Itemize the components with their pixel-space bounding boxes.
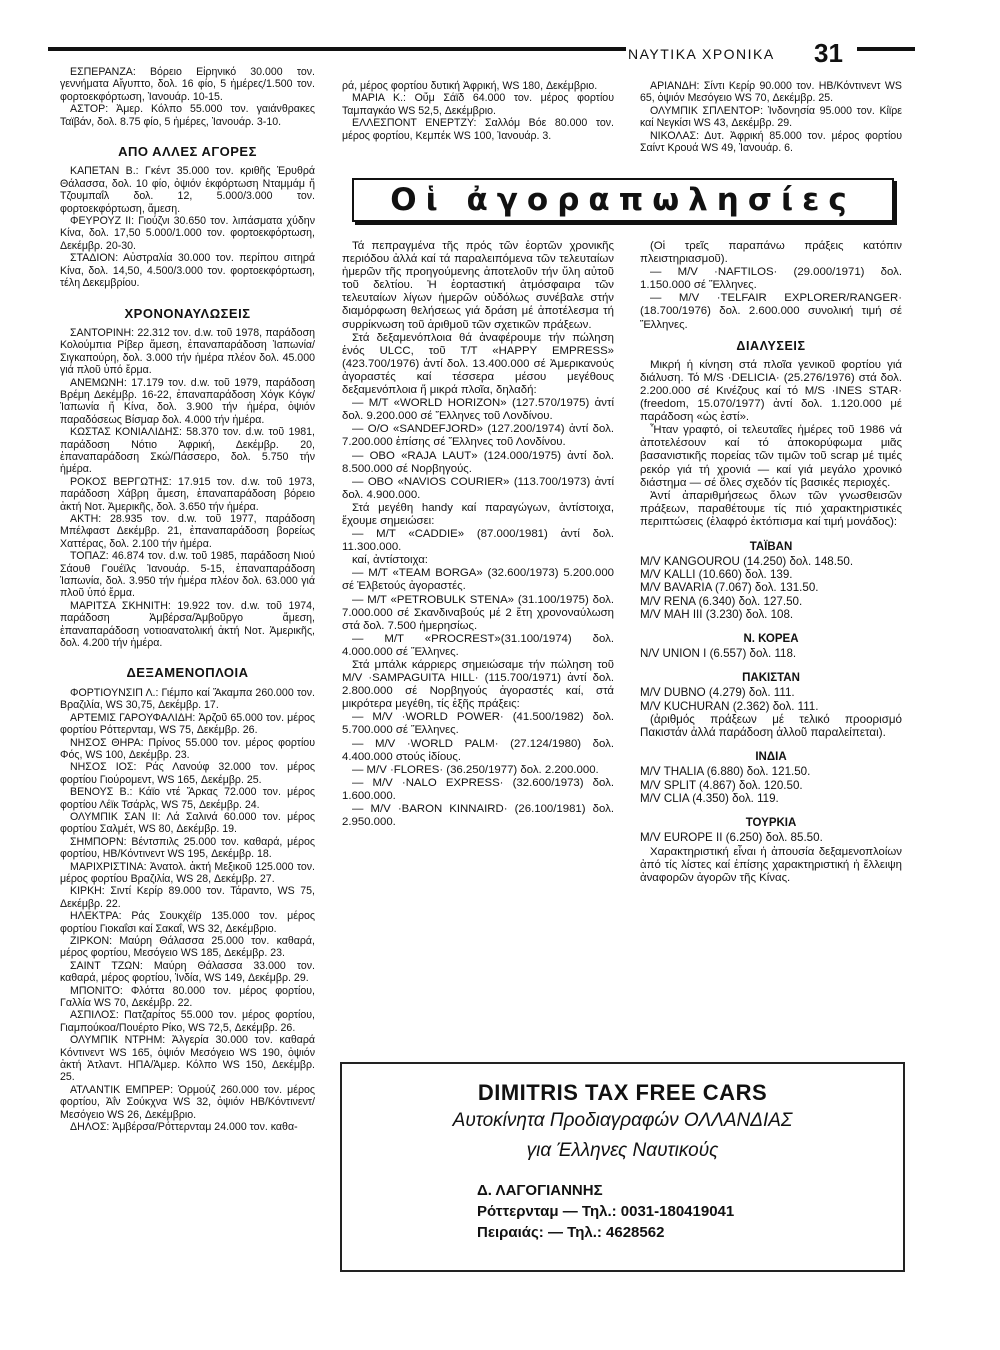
tanker-entry: ΖΙΡΚΟΝ: Μαύρη Θάλασσα 25.000 τον. καθαρά, μέρος φορτίου, Μεσόγειο WS 185, Δεκέμβρ. 23. [60,935,315,960]
magazine-title: ΝΑΥΤΙΚΑ ΧΡΟΝΙΚΑ [628,46,775,62]
charter-entry: ΣΑΝΤΟΡΙΝΗ: 22.312 τον. d.w. τοῦ 1978, παράδοση Κολούμπια Ρίβερ ἄμεση, ἐπαναπαράδοση Ἰαπωνία/Σιγκαπούρη, δολ. 3.000 τήν ἡμέρα πλέον δολ. 45.000 γιά πλοῦ ὑπό ἔρμα. [60,326,315,377]
tanker-entry: ΜΠΟΝΙΤΟ: Φλόττα 80.000 τον. μέρος φορτίου, Γαλλία WS 70, Δεκέμβρ. 22. [60,984,315,1010]
section-title-tankers: ΔΕΞΑΜΕΝΟΠΛΟΙΑ [126,665,249,681]
scrap-entry: M/V KANGOUROU (14.250) δολ. 148.50. [640,555,854,569]
article-paragraph: καί, ἀντίστοιχα: [352,554,428,567]
article-paragraph: Στά δεξαμενόπλοια θά ἀναφέρουμε τήν πώληση ἑνός ULCC, τοῦ Τ/Τ «HAPPY EMPRESS» (423.700/1976) ἀντί δολ. 13.400.000 σέ Ἀμερικανούς ἀγοραστές καί τέσσερα μέσου μεγέθους δεξαμενόπλοια ἤ μικρά πλοῖα, δηλαδή: [342,331,614,397]
market-entry: ΑΣΤΟΡ: Ἀμερ. Κόλπο 55.000 τον. γαιάνθρακες Ταϊβάν, δολ. 8.75 φίο, 5 ἡμέρες, Ἰανουάρ. 3-10. [60,103,315,128]
header-rule-left [48,47,626,51]
tanker-entry: ΑΣΠΙΛΟΣ: Πατζαρίτος 55.000 τον. μέρος φορτίου, Γιαμπούκοα/Πουέρτο Ρίκο, WS 72,5, Δεκέμβρ. 26. [60,1009,315,1034]
charter-entry: ΜΑΡΙΤΣΑ ΣΚΗΝΙΤΗ: 19.922 τον. d.w. τοῦ 1974, παράδοση Ἀμβέρσα/Ἀμβοῦργο ἄμεση, ἐπαναπαράδοση νοτιοανατολική ἀκτή Νοτ. Ἀμερικῆς, δολ. 4.200 τήν ἡμέρα. [60,599,315,650]
country-heading: ΠΑΚΙΣΤΑΝ [742,672,800,685]
tanker-entry: ΣΑΙΝΤ ΤΖΩΝ: Μαύρη Θάλασσα 33.000 τον. καθαρά, μέρος φορτίου, Ἰνδία, WS 149, Δεκέμβρ. 29. [60,959,315,985]
ad-phone-piraeus: Πειραιάς: — Τηλ.: 4628562 [477,1224,665,1241]
sale-entry: — M/V ·NALO EXPRESS· (32.600/1973) δολ. 1.600.000. [342,776,614,802]
sale-entry: — M/T «PROCREST»(31.100/1974) δολ. 4.000.000 σέ Ἕλληνες. [342,632,614,658]
tanker-entry: ρά, μέρος φορτίου δυτική Ἀφρική, WS 180, Δεκέμβριο. [342,80,598,92]
sale-entry: — M/V ·WORLD PALM· (27.124/1980) δολ. 4.400.000 στούς ἰδίους. [342,737,614,763]
ad-subtitle-2: για Έλληνες Ναυτικούς [526,1140,719,1161]
section-title-demolitions: ΔΙΑΛΥΣΕΙΣ [736,338,806,353]
market-entry: ΣΤΑΔΙΟΝ: Αὐστραλία 30.000 τον. περίπου σιτηρά Κίνα, δολ. 14,50, 4.500/3.000 τον. φορτοεκφόρτωση, τέλη Δεκεμβρίου. [60,252,315,290]
market-entry: ΦΕΥΡΟΥΖ ΙΙ: Γιούζνι 30.650 τον. λιπάσματα χύδην Κίνα, δολ. 17,50 5.000/1.000 τον. φορτοεκφόρτωση, Δεκέμβρ. 20-30. [60,215,315,252]
sale-entry: — OBO «NAVIOS COURIER» (113.700/1973) ἀντί δολ. 4.900.000. [342,475,614,501]
market-entry: ΕΣΠΕΡΑΝΖΑ: Βόρειο Εἰρηνικό 30.000 τον. γεννήματα Αἴγυπτο, δολ. 16 φίο, 5 ἡμέρες/1.500 τον. φορτοεκφόρτωση, Ἰανουάρ. 10-15. [60,66,315,103]
tanker-entry: ΟΛΥΜΠΙΚ ΣΠΛΕΝΤΟΡ: Ἰνδονησία 95.000 τον. Κίϊρε καί Νεγκίσι WS 43, Δεκέμβρ. 29. [640,104,902,130]
ad-contact-name: Δ. ΛΑΓΟΓΙΑΝΝΗΣ [477,1182,603,1199]
scrap-note: (ἀριθμός πράξεων μέ τελικό προορισμό Πακιστάν ἀλλά παράδοση ἀλλοῦ παραλείπεται). [640,712,902,740]
section-title-time-charters: ΧΡΟΝΟΝΑΥΛΩΣΕΙΣ [124,305,251,321]
sale-entry: — M/V ·WORLD POWER· (41.500/1982) δολ. 5.700.000 σέ Ἕλληνες. [342,711,614,737]
ad-title: DIMITRIS TAX FREE CARS [477,1080,768,1105]
scrap-entry: M/V EUROPE II (6.250) δολ. 85.50. [640,831,823,845]
scrap-entry: M/V MAH III (3.230) δολ. 108. [640,607,794,621]
article-column-3 [640,240,902,886]
tanker-entry: ΑΡΙΑΝΔΗ: Σίντι Κερίρ 90.000 τον. ΗΒ/Κόντινεντ WS 65, ὀψιόν Μεσόγειο WS 70, Δεκέμβρ. 25. [640,80,902,105]
scrap-entry: M/V KUCHURAN (2.362) δολ. 111. [640,699,819,713]
article-paragraph: Τά πεπραγμένα τῆς πρός τῶν ἑορτῶν χρονικῆς περιόδου ἀλλά καί τά παραλειπόμενα τῶν τελευταίων ἡμερῶν τῆς προηγούμενης ἀποτελοῦν τήν ὕλη αὐτοῦ τοῦ δελτίου. Ἡ ἑορταστική ἀτμόσφαιρα τῶν τελευταίων λίγων ἡμερῶν οὐδόλως συνέβαλε στήν διαμόρφωση θελήσεως γιά δράση μέ ἀποτέλεσμα τή συρρίκνωση τοῦ ἀριθμοῦ τῶν σχετικῶν πράξεων. [342,240,614,331]
tanker-entry: ΔΗΛΟΣ: Ἀμβέρσα/Ρόττερνταμ 24.000 τον. καθα- [70,1121,298,1134]
charter-entry: ΑΚΤΗ: 28.935 τον. d.w. τοῦ 1977, παράδοση Μπέλφαστ Δεκέμβρ. 21, ἐπαναπαράδοση βορείως Χαττέρας, δολ. 2.100 τήν ἡμέρα. [60,513,315,550]
tanker-entry: ΜΑΡΙΧΡΙΣΤΙΝΑ: Ἀνατολ. ἀκτή Μεξικοῦ 125.000 τον. μέρος φορτίου Βραζιλία, WS 28, Δεκέμβρ. 27. [60,860,315,885]
sale-entry: — M/T «WORLD HORIZON» (127.570/1975) ἀντί δολ. 9.200.000 σέ Ἕλληνες τοῦ Λονδίνου. [342,397,614,423]
country-heading: ΤΟΥΡΚΙΑ [745,816,797,829]
header-rule-right [857,47,915,51]
sale-entry: — M/V ·NAFTILOS· (29.000/1971) δολ. 1.150.000 σέ Ἕλληνες. [640,266,902,292]
tanker-entry: ΝΗΣΟΣ ΘΗΡΑ: Πρίνος 55.000 τον. μέρος φορτίου Φός, WS 100, Δεκέμβρ. 23. [60,736,315,761]
scrap-entry: M/V THALIA (6.880) δολ. 121.50. [640,765,811,779]
column-3-top [640,80,902,154]
country-heading: Ν. ΚΟΡΕΑ [743,633,799,646]
page-number: 31 [814,38,843,68]
scrap-entry: M/V CLIA (4.350) δολ. 119. [640,791,779,805]
article-paragraph: Ἀντί ἀπαριθμήσεως ὅλων τῶν γνωσθεισῶν πράξεων, παραθέτουμε τίς πιό χαρακτηριστικές περιπτώσεις (ἐλαφρό ἐκτόπισμα καί τιμή μονάδος): [640,489,902,528]
article-paragraph: Ἦταν γραφτό, οἱ τελευταῖες ἡμέρες τοῦ 1986 νά ἀποτελέσουν καί τό ἀποκορύφωμα μιᾶς βασανιστικῆς πορείας τῶν τιμῶν τοῦ scrap μέ τιμές ρεκόρ γιά τή χρονιά — καί γιά μεγάλο χρονικό διάστημα — σέ ὅλες σχεδόν τίς βασικές περιοχές. [640,424,902,489]
tanker-entry: ΕΛΛΕΣΠΟΝΤ ΕΝΕΡΤΖΥ: Σαλλόμ Βόε 80.000 τον. μέρος φορτίου, Κεμπέκ WS 100, Ἰανουάρ. 3. [342,117,614,142]
tanker-entry: ΗΛΕΚΤΡΑ: Ράς Σουκχέϊρ 135.000 τον. μέρος φορτίου Γιοκαΐσι καί Σακαΐ, WS 32, Δεκέμβριο. [60,910,315,935]
tanker-entry: ΟΛΥΜΠΙΚ ΝΤΡΗΜ: Ἀλγερία 30.000 τον. καθαρά Κόντινεντ WS 165, ὀψιόν Μεσόγειο WS 190, ὀψιόν ἀκτή Ἀτλαντ. ΗΠΑ/Ἀμερ. Κόλπο WS 150, Δεκέμβρ. 25. [60,1034,315,1084]
scrap-entry: M/V BAVARIA (7.067) δολ. 131.50. [640,581,819,595]
scrap-entry: M/V SPLIT (4.867) δολ. 120.50. [640,778,803,792]
article-paragraph: Στά μεγέθη handy καί παραγώγων, ἀντίστοιχα, ἔχουμε σημειώσει: [342,501,614,527]
advertisement-box [340,1062,905,1272]
column-1 [60,66,315,1134]
sale-entry: — M/T «PETROBULK STENA» (31.100/1975) δολ. 7.000.000 σέ Σκανδιναβούς μέ 2 ἔτη χρονοναύλωση στά δολ. 7.500 ἡμερησίως. [342,593,614,632]
section-title-other-markets: ΑΠΟ ΑΛΛΕΣ ΑΓΟΡΕΣ [118,144,257,160]
tanker-entry: ΟΛΥΜΠΙΚ ΣΑΝ ΙΙ: Λά Σαλινά 60.000 τον. μέρος φορτίου Σαλμέτ, WS 80, Δεκέμβρ. 19. [60,810,315,836]
tanker-entry: ΑΤΛΑΝΤΙΚ ΕΜΠΡΕΡ: Ὁρμούζ 260.000 τον. μέρος φορτίου, Ἀΐν Σούκχνα WS 32, ὀψιόν ΗΒ/Κόντινεντ/Μεσόγειο WS 26, Δεκέμβριο. [60,1083,315,1121]
article-headline: Οἱ ἀγοραπωλησίες [352,178,894,222]
sale-entry: — M/T «TEAM BORGA» (32.600/1973) 5.200.000 σέ Ἑλβετούς ἀγοραστές. [342,567,614,593]
article-paragraph: Μικρή ἡ κίνηση στά πλοῖα γενικοῦ φορτίου γιά διάλυση. Τό M/S ·DELICIA· (25.276/1976) στά δολ. 2.200.000 σέ Κινέζους καί τό M/S ·INES STAR· (freedom, 15.070/1977) ἀντί δολ. 1.120.000 μέ παράδοση «ὡς ἐστί». [640,358,902,424]
tanker-entry: ΑΡΤΕΜΙΣ ΓΑΡΟΥΦΑΛΙΔΗ: Ἀρζοῦ 65.000 τον. μέρος φορτίου Ρόττερνταμ, WS 75, Δεκέμβρ. 26. [60,711,315,737]
tanker-entry: ΝΙΚΟΛΑΣ: Δυτ. Ἀφρική 85.000 τον. μέρος φορτίου Σαίντ Κρουά WS 49, Ἰανουάρ. 6. [640,129,902,155]
ad-subtitle: Αυτοκίνητα Προδιαγραφών ΟΛΛΑΝΔΙΑΣ [452,1110,793,1131]
scrap-entry: N/V UNION I (6.557) δολ. 118. [640,647,797,661]
tanker-entry: ΣΗΜΠΟΡΝ: Βέντσπιλς 25.000 τον. καθαρά, μέρος φορτίου, ΗΒ/Κόντινεντ WS 195, Δεκέμβρ. 18. [60,835,315,861]
scrap-entry: M/V DUBNO (4.279) δολ. 111. [640,686,795,700]
market-entry: ΚΑΠΕΤΑΝ Β.: Γκέντ 35.000 τον. κριθῆς Ἐρυθρά Θάλασσα, δολ. 10 φίο, ὀψιόν ἐκφόρτωση Νταμμάμ ἤ Τζουμπαΐλ δολ. 12, 5.000/3.000 τον. φορτοεκφόρτωση, ἄμεση. [60,165,315,215]
sale-entry: — M/V ·BARON KINNAIRD· (26.100/1981) δολ. 2.950.000. [342,803,614,829]
article-column-2 [342,240,614,829]
country-heading: ΤΑΪΒΑΝ [749,540,793,553]
charter-entry: ΚΩΣΤΑΣ ΚΟΝΙΑΛΙΔΗΣ: 58.370 τον. d.w. τοῦ 1981, παράδοση Νότιο Ἀφρική, Δεκέμβρ. 20, ἐπαναπαράδοση Σκώ/Πάσσερο, δολ. 5.750 τήν ἡμέρα. [60,426,315,476]
scrap-entry: M/V RENA (6.340) δολ. 127.50. [640,594,803,608]
sale-entry: — M/T «CADDIE» (87.000/1981) ἀντί δολ. 11.300.000. [342,528,614,554]
article-paragraph: Χαρακτηριστική εἶναι ἡ ἀπουσία δεξαμενοπλοίων ἀπό τίς λίστες καί ἐπίσης χαρακτηριστική ἡ ἔλλειψη ἀναφορῶν ἀγορῶν τῆς Κίνας. [640,846,902,885]
tanker-entry: ΒΕΝΟΥΣ Β.: Κάϊο ντέ Ἄρκας 72.000 τον. μέρος φορτίου Λέϊκ Τσάρλς, WS 75, Δεκέμβρ. 24. [60,786,315,811]
charter-entry: ΤΟΠΑΖ: 46.874 τον. d.w. τοῦ 1985, παράδοση Νιού Σάουθ Γουέϊλς Ἰανουάρ. 5-15, ἐπαναπαράδοση Ἰαπωνία, δολ. 3.950 τήν ἡμέρα πλέον δολ. 63.000 γιά πλοῦ ὑπό ἔρμα. [60,550,315,600]
sale-entry: — M/V ·TELFAIR EXPLORER/RANGER· (18.700/1976) δολ. 2.600.000 συνολική τιμή σέ Ἕλληνες. [640,292,902,331]
tanker-entry: ΦΟΡΤΙΟΥΝΣΙΠ Λ.: Γιέμπο καί Ἄκαμπα 260.000 τον. Βραζιλία, WS 30,75, Δεκέμβρ. 17. [60,686,315,712]
column-2-top [342,80,614,142]
charter-entry: ΡΟΚΟΣ ΒΕΡΓΩΤΗΣ: 17.915 τον. d.w. τοῦ 1973, παράδοση Χάβρη ἄμεση, ἐπαναπαράδοση βόρειο ἀκτή Νοτ. Ἀμερικῆς, δολ. 3.650 τήν ἡμέρα. [60,475,315,513]
ad-phone-rotterdam: Ρόττερνταμ — Τηλ.: 0031-180419041 [477,1203,735,1220]
sale-entry: — OBO «RAJA LAUT» (124.000/1975) ἀντί δολ. 8.500.000 σέ Νορβηγούς. [342,449,614,475]
sale-entry: — O/O «SANDEFJORD» (127.200/1974) ἀντί δολ. 7.200.000 ἐπίσης σέ Ἕλληνες τοῦ Λονδίνου. [342,423,614,449]
scrap-entry: M/V KALLI (10.660) δολ. 139. [640,568,793,582]
country-heading: ΙΝΔΙΑ [755,751,787,764]
article-paragraph: (Οἱ τρεῖς παραπάνω πράξεις κατόπιν πλειστηριασμοῦ). [640,240,902,266]
tanker-entry: ΜΑΡΙΑ Κ.: Οὔμ Σάϊδ 64.000 τον. μέρος φορτίου Ταμπαγκάο WS 52,5, Δεκέμβριο. [342,92,614,117]
tanker-entry: ΚΙΡΚΗ: Σιντί Κερίρ 89.000 τον. Τάραντο, WS 75, Δεκέμβρ. 22. [60,885,315,910]
sale-entry: — M/V ·FLORES· (36.250/1977) δολ. 2.200.000. [352,763,599,776]
article-paragraph: Στά μπάλκ κάρριερς σημειώσαμε τήν πώληση τοῦ M/V ·SAMPAGUITA HILL· (115.700/1971) ἀντί δολ. 2.800.000 σέ Νορβηγούς ἀγοραστές καί, στά μικρότερα μεγέθη, τίς ἑξῆς πράξεις: [342,659,614,711]
charter-entry: ΑΝΕΜΩΝΗ: 17.179 τον. d.w. τοῦ 1979, παράδοση Βρέμη Δεκέμβρ. 16-22, ἐπαναπαράδοση Χόγκ Κόγκ/Ἰαπωνία ἤ Κίνα, δολ. 3.900 τήν ἡμέρα, ὀψιόν παραδόσεως Βίσμαρ δολ. 4.000 τήν ἡμέρα. [60,376,315,426]
tanker-entry: ΝΗΣΟΣ ΙΟΣ: Ράς Λανούφ 32.000 τον. μέρος φορτίου Γιούρομεντ, WS 165, Δεκέμβρ. 25. [60,761,315,786]
